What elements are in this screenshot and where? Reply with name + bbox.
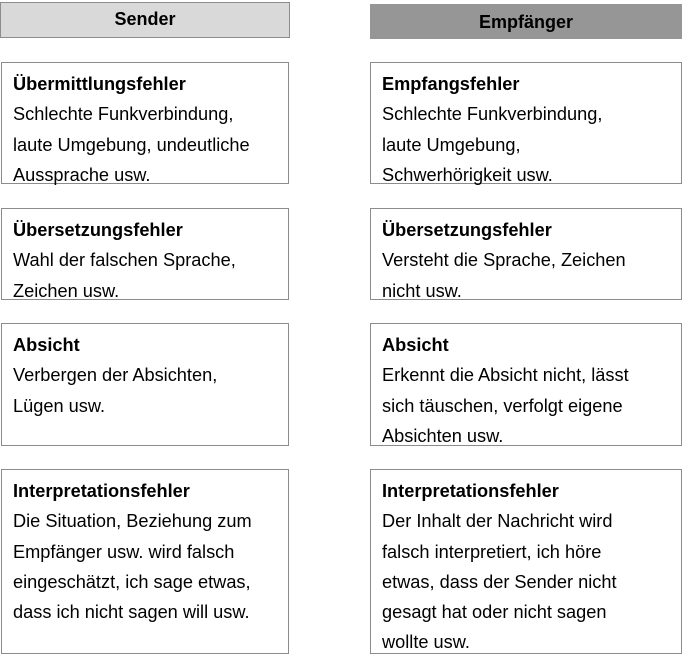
receiver-interpretation-error-box (370, 469, 682, 654)
receiver-intention-box (370, 323, 682, 446)
box-text: Versteht die Sprache, Zeichen nicht usw. (382, 250, 626, 301)
sender-header: Sender (0, 2, 290, 38)
box-title: Übersetzungsfehler (13, 220, 183, 240)
box-text: Der Inhalt der Nachricht wird falsch interpretiert, ich höre etwas, dass der Sender nicht gesagt hat oder nicht sagen wollte usw. (382, 511, 617, 653)
receiver-reception-error-box (370, 62, 682, 184)
box-title: Übersetzungsfehler (382, 220, 552, 240)
box-title: Übermittlungsfehler (13, 74, 186, 94)
box-text: Erkennt die Absicht nicht, lässt sich täuschen, verfolgt eigene Absichten usw. (382, 365, 629, 446)
box-title: Absicht (382, 335, 449, 355)
box-text: Wahl der falschen Sprache, Zeichen usw. (13, 250, 236, 301)
box-text: Schlechte Funkverbindung, laute Umgebung, Schwerhörigkeit usw. (382, 104, 603, 185)
box-text: Die Situation, Beziehung zum Empfänger usw. wird falsch eingeschätzt, ich sage etwas, dass ich nicht sagen will usw. (13, 511, 252, 623)
box-title: Empfangsfehler (382, 74, 520, 94)
box-title: Absicht (13, 335, 80, 355)
box-title: Interpretationsfehler (13, 481, 190, 501)
sender-interpretation-error-box (1, 469, 289, 654)
receiver-header: Empfänger (370, 4, 682, 39)
receiver-translation-error-box (370, 208, 682, 300)
box-text: Schlechte Funkverbindung, laute Umgebung, undeutliche Aussprache usw. (13, 104, 250, 185)
sender-translation-error-box (1, 208, 289, 300)
sender-intention-box (1, 323, 289, 446)
box-title: Interpretationsfehler (382, 481, 559, 501)
sender-transmission-error-box (1, 62, 289, 184)
box-text: Verbergen der Absichten, Lügen usw. (13, 365, 218, 416)
